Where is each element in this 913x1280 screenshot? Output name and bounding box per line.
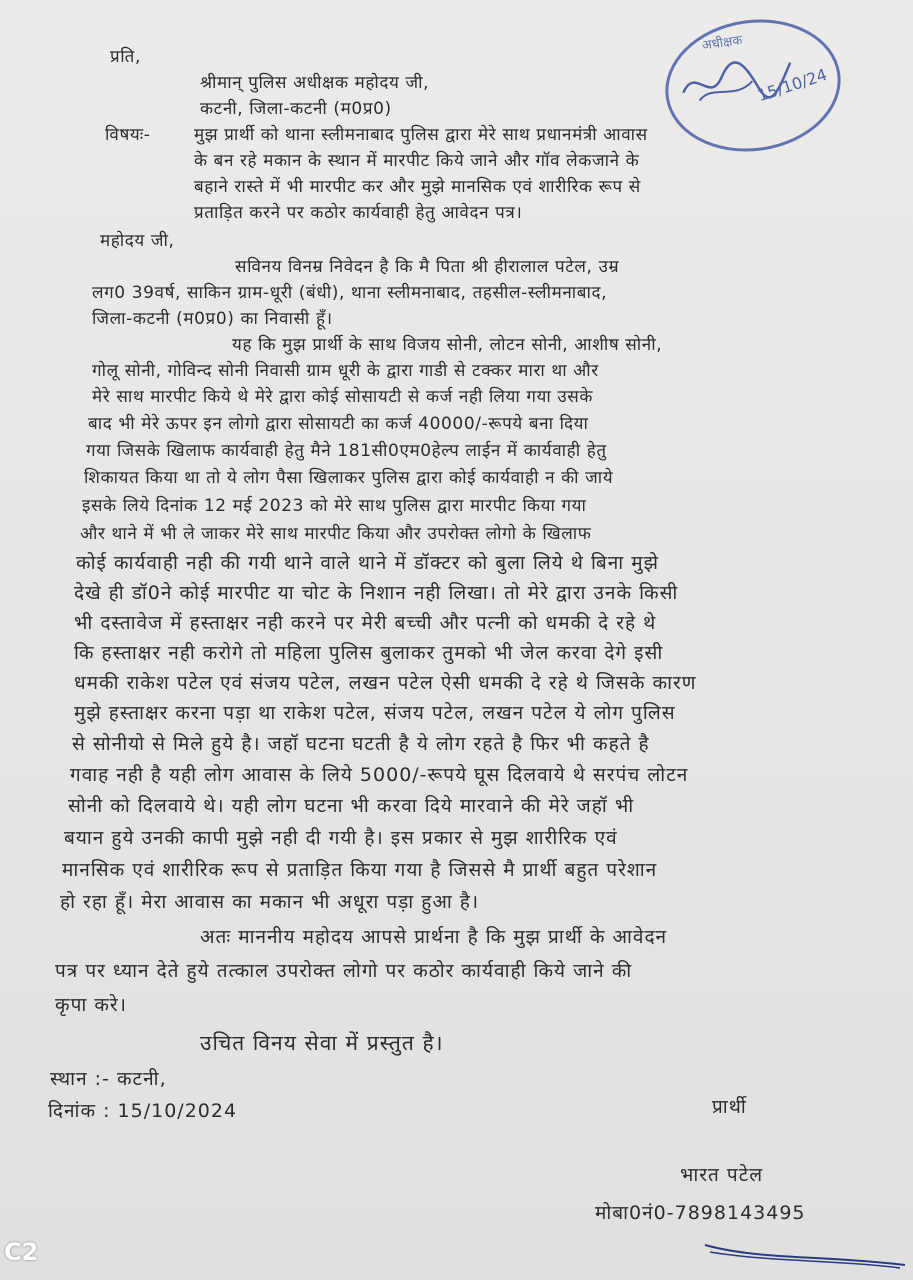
addressee-line-2: कटनी, जिला-कटनी (म0प्र0) xyxy=(200,99,392,119)
subject-line: बहाने रास्ते में भी मारपीट कर और मुझे मानसिक एवं शारीरिक रूप से xyxy=(194,177,641,197)
date-line: दिनांक : 15/10/2024 xyxy=(48,1100,238,1122)
applicant-name: भारत पटेल xyxy=(680,1164,764,1186)
stamp-label: अधीक्षक xyxy=(700,33,744,54)
body-line: लग0 39वर्ष, साकिन ग्राम-धूरी (बंधी), थाना स्लीमनाबाद, तहसील-स्लीमनाबाद, xyxy=(92,283,608,303)
body-line: मेरे साथ मारपीट किये थे मेरे द्वारा कोई सोसायटी से कर्ज नही लिया गया उसके xyxy=(92,387,594,407)
body-line: मानसिक एवं शारीरिक रूप से प्रताड़ित किया गया है जिससे मै प्रार्थी बहुत परेशान xyxy=(62,859,658,881)
body-line: शिकायत किया था तो ये लोग पैसा खिलाकर पुलिस द्वारा कोई कार्यवाही न की जाये xyxy=(84,468,614,488)
body-line: कृपा करे। xyxy=(55,994,127,1016)
subject-label: विषयः- xyxy=(105,125,151,145)
body-line: सोनी को दिलवाये थे। यही लोग घटना भी करवा दिये मारवाने की मेरे जहॉ भी xyxy=(68,795,635,817)
salutation: महोदय जी, xyxy=(100,231,175,251)
body-line: जिला-कटनी (म0प्र0) का निवासी हूँ। xyxy=(92,309,333,329)
subject-line: मुझ प्रार्थी को थाना स्लीमनाबाद पुलिस द्वारा मेरे साथ प्रधानमंत्री आवास xyxy=(194,125,648,145)
addressee-line-1: श्रीमान् पुलिस अधीक्षक महोदय जी, xyxy=(200,73,430,93)
body-line: कोई कार्यवाही नही की गयी थाने वाले थाने में डॉक्टर को बुला लिये थे बिना मुझे xyxy=(76,552,659,574)
body-line: गवाह नही है यही लोग आवास के लिये 5000/-रूपये घूस दिलवाये थे सरपंच लोटन xyxy=(70,764,689,786)
body-line: कि हस्ताक्षर नही करोगे तो महिला पुलिस बुलाकर तुमको भी जेल करवा देगे इसी xyxy=(74,642,664,664)
body-line: बाद भी मेरे ऊपर इन लोगो द्वारा सोसायटी का कर्ज 40000/-रूपये बना दिया xyxy=(88,414,589,434)
body-line: और थाने में भी ले जाकर मेरे साथ मारपीट किया और उपरोक्त लोगो के खिलाफ xyxy=(80,524,592,544)
body-line: सविनय विनम्र निवेदन है कि मै पिता श्री हीरालाल पटेल, उम्र xyxy=(235,257,620,277)
body-line: गोलू सोनी, गोविन्द सोनी निवासी ग्राम धूरी के द्वारा गाडी से टक्कर मारा था और xyxy=(92,361,599,381)
received-stamp xyxy=(657,8,850,162)
body-line: गया जिसके खिलाफ कार्यवाही हेतु मैने 181सी0एम0हेल्प लाईन में कार्यवाही हेतु xyxy=(86,441,607,461)
prati-label: प्रति, xyxy=(110,47,141,67)
body-line: यह कि मुझ प्रार्थी के साथ विजय सोनी, लोटन सोनी, आशीष सोनी, xyxy=(232,335,663,355)
mobile-number: मोबा0नं0-7898143495 xyxy=(595,1202,806,1224)
subject-line: के बन रहे मकान के स्थान में मारपीट किये जाने और गॉव लेकजाने के xyxy=(194,151,640,171)
body-line: से सोनीयो से मिले हुये है। जहॉ घटना घटती है ये लोग रहते है फिर भी कहते है xyxy=(72,733,650,755)
body-line: मुझे हस्ताक्षर करना पड़ा था राकेश पटेल, संजय पटेल, लखन पटेल ये लोग पुलिस xyxy=(74,702,676,724)
body-line: अतः माननीय महोदय आपसे प्रार्थना है कि मुझ प्रार्थी के आवेदन xyxy=(200,926,668,948)
signature-underline xyxy=(700,1230,910,1270)
body-line: देखे ही डॉ0ने कोई मारपीट या चोट के निशान नही लिखा। तो मेरे द्वारा उनके किसी xyxy=(74,582,679,604)
applicant-label: प्रार्थी xyxy=(712,1096,747,1118)
body-line: बयान हुये उनकी कापी मुझे नही दी गयी है। इस प्रकार से मुझ शारीरिक एवं xyxy=(64,827,618,849)
closing-line: उचित विनय सेवा में प्रस्तुत है। xyxy=(200,1031,444,1055)
body-line: इसके लिये दिनांक 12 मई 2023 को मेरे साथ पुलिस द्वारा मारपीट किया गया xyxy=(82,496,587,516)
watermark: C2 xyxy=(4,1238,39,1266)
stamp-date: 15/10/24 xyxy=(755,64,830,106)
body-line: धमकी राकेश पटेल एवं संजय पटेल, लखन पटेल ऐसी धमकी दे रहे थे जिसके कारण xyxy=(74,672,697,694)
body-line: हो रहा हूँ। मेरा आवास का मकान भी अधूरा पड़ा हुआ है। xyxy=(60,891,480,913)
body-line: पत्र पर ध्यान देते हुये तत्काल उपरोक्त लोगो पर कठोर कार्यवाही किये जाने की xyxy=(55,960,633,982)
subject-line: प्रताड़ित करने पर कठोर कार्यवाही हेतु आवेदन पत्र। xyxy=(194,203,523,223)
place-line: स्थान :- कटनी, xyxy=(50,1068,167,1090)
body-line: भी दस्तावेज में हस्ताक्षर नही करने पर मेरी बच्ची और पत्नी को धमकी दे रहे थे xyxy=(74,612,657,634)
